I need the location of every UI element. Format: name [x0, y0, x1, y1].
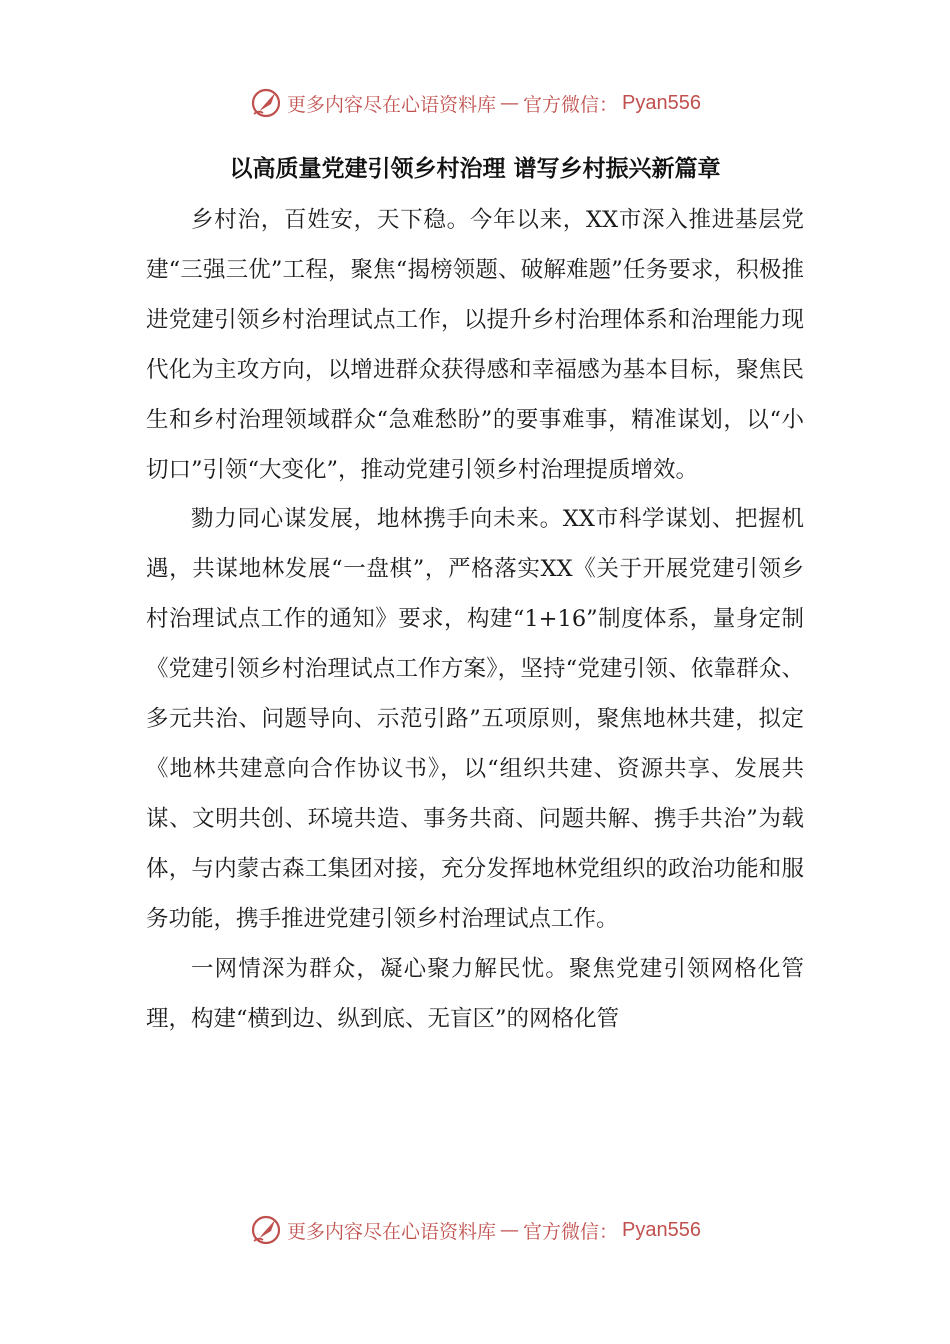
- banner-wechat-id: Pyan556: [622, 1218, 701, 1241]
- quill-logo-icon: [249, 86, 283, 120]
- paragraph: 一网情深为群众，凝心聚力解民忧。聚焦党建引领网格化管理，构建“横到边、纵到底、无盲区”的网格化管: [146, 955, 804, 1032]
- footer-banner: [0, 1213, 950, 1247]
- banner-wechat-id: Pyan556: [622, 91, 701, 114]
- paragraph: 乡村治，百姓安，天下稳。今年以来，XX市深入推进基层党建“三强三优”工程，聚焦“揭榜领题、破解难题”任务要求，积极推进党建引领乡村治理试点工作，以提升乡村治理体系和治理能力现代化为主攻方向，以增进群众获得感和幸福感为基本目标，聚焦民生和乡村治理领域群众“急难愁盼”的要事难事，精准谋划，以“小切口”引领“大变化”，推动党建引领乡村治理提质增效。: [146, 207, 804, 483]
- banner-separator: —: [500, 1219, 520, 1241]
- banner-wechat-label: 官方微信：: [523, 1220, 619, 1243]
- paragraph: 勠力同心谋发展，地林携手向未来。XX市科学谋划、把握机遇，共谋地林发展“一盘棋”，严格落实XX《关于开展党建引领乡村治理试点工作的通知》要求，构建“1+16”制度体系，量身定制《党建引领乡村治理试点工作方案》，坚持“党建引领、依靠群众、多元共治、问题导向、示范引路”五项原则，聚焦地林共建，拟定《地林共建意向合作协议书》，以“组织共建、资源共享、发展共谋、文明共创、环境共造、事务共商、问题共解、携手共治”为载体，与内蒙古森工集团对接，充分发挥地林党组织的政治功能和服务功能，携手推进党建引领乡村治理试点工作。: [146, 506, 804, 932]
- quill-logo-icon: [249, 1213, 283, 1247]
- document-body: [146, 196, 804, 1044]
- document-title: 以高质量党建引领乡村治理 谱写乡村振兴新篇章: [229, 156, 721, 182]
- banner-wechat-label: 官方微信：: [523, 93, 619, 116]
- banner-main-text: 更多内容尽在心语资料库: [287, 93, 497, 116]
- banner-separator: —: [500, 92, 520, 114]
- header-banner: [0, 86, 950, 120]
- banner-main-text: 更多内容尽在心语资料库: [287, 1220, 497, 1243]
